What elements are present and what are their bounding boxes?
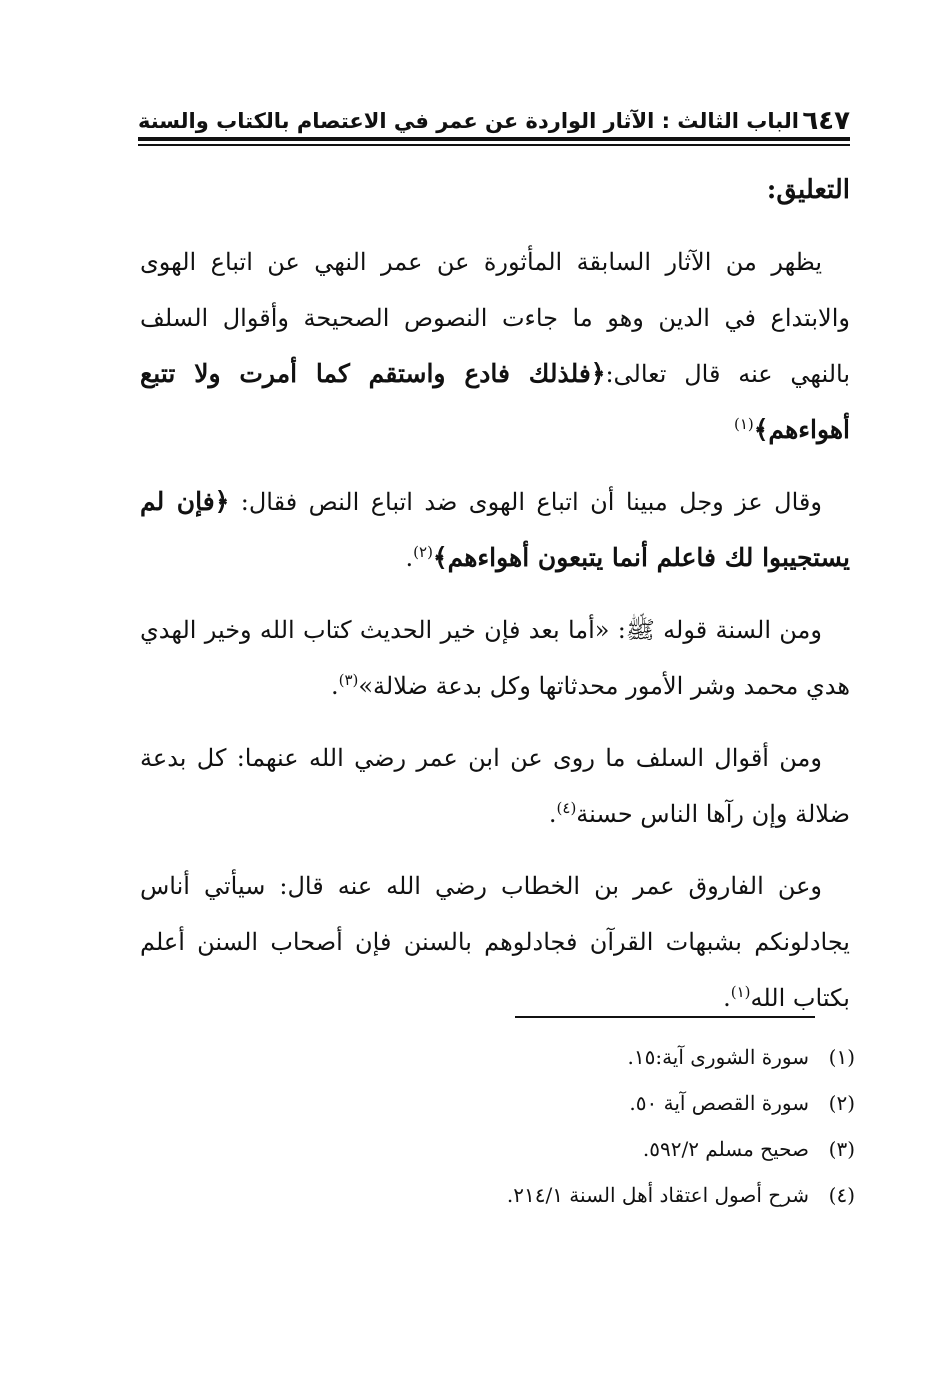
paragraph-4-text: ومن أقوال السلف ما روى عن ابن عمر رضي الله عنهما: كل بدعة ضلالة وإن رآها الناس حسنة [140,744,850,828]
paragraph-5-text: وعن الفاروق عمر بن الخطاب رضي الله عنه قال: سيأتي أناس يجادلونكم بشبهات القرآن فجادلوهم بالسنن فإن أصحاب السنن أعلم بكتاب الله [140,872,850,1012]
footnote-text: صحيح مسلم ٥٩٢/٢. [642,1137,809,1161]
paragraph-5 [140,858,850,1026]
footnote-separator [515,1016,815,1018]
header-rule-thin [138,144,850,146]
footnotes [300,1034,855,1218]
footnote-ref-4: (٤) [556,799,577,817]
header-rule-thick [138,137,850,141]
footnote [300,1034,855,1080]
paragraph-2 [140,474,850,586]
footnote-text: سورة الشورى آية:١٥. [627,1045,809,1069]
paragraph-1-text: يظهر من الآثار السابقة المأثورة عن عمر النهي عن اتباع الهوى والابتداع في الدين وهو ما جاءت النصوص الصحيحة وأقوال السلف بالنهي عنه قال تعالى: [140,248,851,388]
footnote-number: (١) [828,1045,855,1069]
footnote [300,1126,855,1172]
footnote-ref-2: (٢) [413,543,433,561]
main-text [140,168,850,1042]
footnote-text: سورة القصص آية ٥٠. [629,1091,809,1115]
running-title: الباب الثالث : الآثار الواردة عن عمر في الاعتصام بالكتاب والسنة [138,109,799,133]
section-heading: التعليق: [766,175,850,205]
page-number: ٦٤٧ [802,106,850,136]
paragraph-4-end: . [548,800,557,828]
footnote-ref-3: (٣) [338,671,359,689]
footnote-number: (٤) [828,1183,855,1207]
paragraph-1 [140,234,850,458]
paragraph-3-end: . [330,672,339,700]
paragraph-5-end: . [723,984,731,1012]
paragraph-3-text: ومن السنة قوله ﷺ: «أما بعد فإن خير الحديث كتاب الله وخير الهدي هدي محمد وشر الأمور محدثاتها وكل بدعة ضلالة» [140,616,850,700]
footnote-number: (٢) [828,1091,855,1115]
paragraph-2-end: . [405,544,414,572]
footnote [300,1172,855,1218]
footnote-ref-5: (١) [730,983,751,1001]
footnote-ref-1: (١) [734,415,754,433]
quran-verse-1: ﴿فلذلك فادع واستقم كما أمرت ولا تتبع أهواءهم﴾ [140,359,850,444]
paragraph-3 [140,602,850,714]
footnote-number: (٣) [828,1137,855,1161]
paragraph-2-text: وقال عز وجل مبينا أن اتباع الهوى ضد اتباع النص فقال: [240,488,822,516]
footnote-text: شرح أصول اعتقاد أهل السنة ٢١٤/١. [506,1183,809,1207]
footnote [300,1080,855,1126]
page-header [138,100,850,136]
paragraph-4 [140,730,850,842]
quran-verse-2: ﴿فإن لم يستجيبوا لك فاعلم أنما يتبعون أهواءهم﴾ [140,487,850,572]
